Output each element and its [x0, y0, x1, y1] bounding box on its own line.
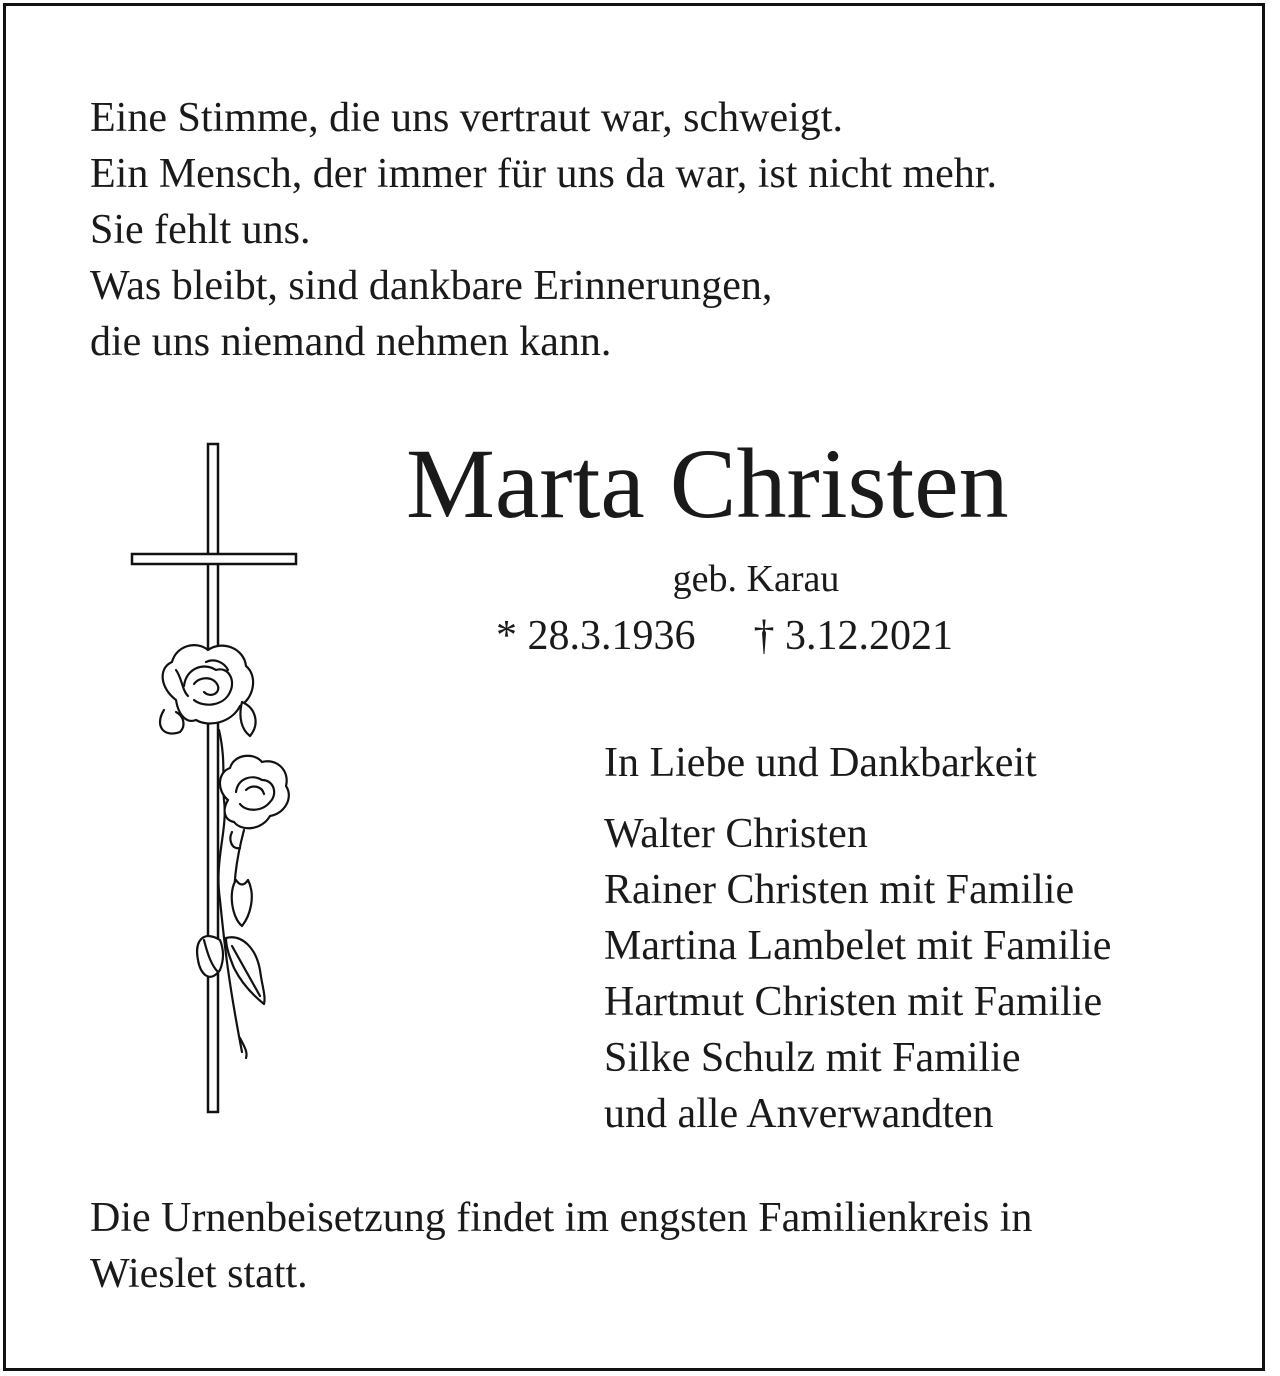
list-item: Walter Christen	[604, 811, 868, 857]
mourners-list	[604, 806, 1244, 1142]
life-dates	[496, 610, 953, 662]
list-item: Hartmut Christen mit Familie	[604, 979, 1103, 1025]
poem	[90, 90, 1190, 370]
list-item: Martina Lambelet mit Familie	[604, 923, 1112, 969]
obituary-frame	[3, 3, 1265, 1371]
deceased-name: Marta Christen	[406, 428, 1009, 539]
poem-line: Sie fehlt uns.	[90, 207, 311, 253]
birth-date: * 28.3.1936	[496, 613, 696, 659]
list-item: Rainer Christen mit Familie	[604, 867, 1075, 913]
poem-line: Was bleibt, sind dankbare Erinnerungen,	[90, 263, 773, 309]
funeral-line: Die Urnenbeisetzung findet im engsten Familienkreis in	[90, 1195, 1033, 1241]
list-item: Silke Schulz mit Familie	[604, 1035, 1021, 1081]
mourners-intro: In Liebe und Dankbarkeit	[604, 740, 1037, 786]
death-date: † 3.12.2021	[753, 613, 953, 659]
maiden-name: geb. Karau	[672, 558, 840, 600]
cross-with-roses-icon	[124, 440, 314, 1120]
list-item: und alle Anverwandten	[604, 1091, 994, 1137]
poem-line: Eine Stimme, die uns vertraut war, schweigt.	[90, 95, 843, 141]
funeral-notice	[90, 1190, 1200, 1302]
poem-line: Ein Mensch, der immer für uns da war, ist nicht mehr.	[90, 151, 997, 197]
poem-line: die uns niemand nehmen kann.	[90, 319, 612, 365]
funeral-line: Wieslet statt.	[90, 1251, 308, 1297]
